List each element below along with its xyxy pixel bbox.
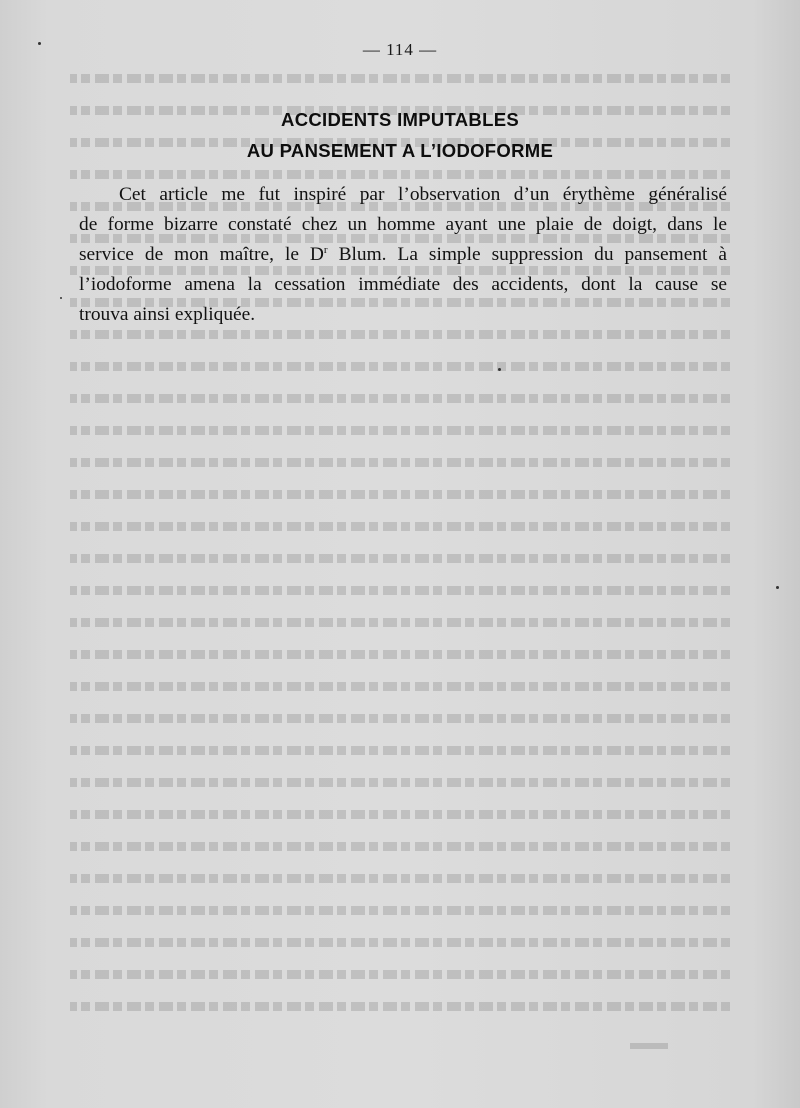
paragraph-text: service de mon maître, le D (79, 244, 324, 265)
paper-speck (498, 368, 501, 371)
paper-speck (776, 586, 779, 589)
paragraph-line: Cet article me fut inspiré par l’observation d’un érythème généralisé (119, 184, 727, 205)
paragraph-line: de forme bizarre constaté chez un homme ayant une plaie de doigt, dans le (79, 214, 727, 235)
article-title-line-2: AU PANSEMENT A L’IODOFORME (246, 140, 554, 161)
paper-speck (60, 297, 62, 299)
paragraph-line: l’iodoforme amena la cessation immédiate des accidents, dont la cause se (79, 274, 727, 295)
paragraph-text: Blum. La simple suppression du pansement à (327, 244, 727, 265)
bleed-through-mark (630, 1043, 668, 1049)
article-paragraph (79, 180, 727, 330)
paper-speck (38, 42, 41, 45)
paragraph-line: trouva ainsi expliquée. (79, 304, 256, 325)
superscript: r (323, 244, 328, 256)
article-title-line-1: ACCIDENTS IMPUTABLES (281, 109, 519, 130)
paragraph-line (79, 240, 727, 270)
page-number: — 114 — (362, 40, 438, 59)
